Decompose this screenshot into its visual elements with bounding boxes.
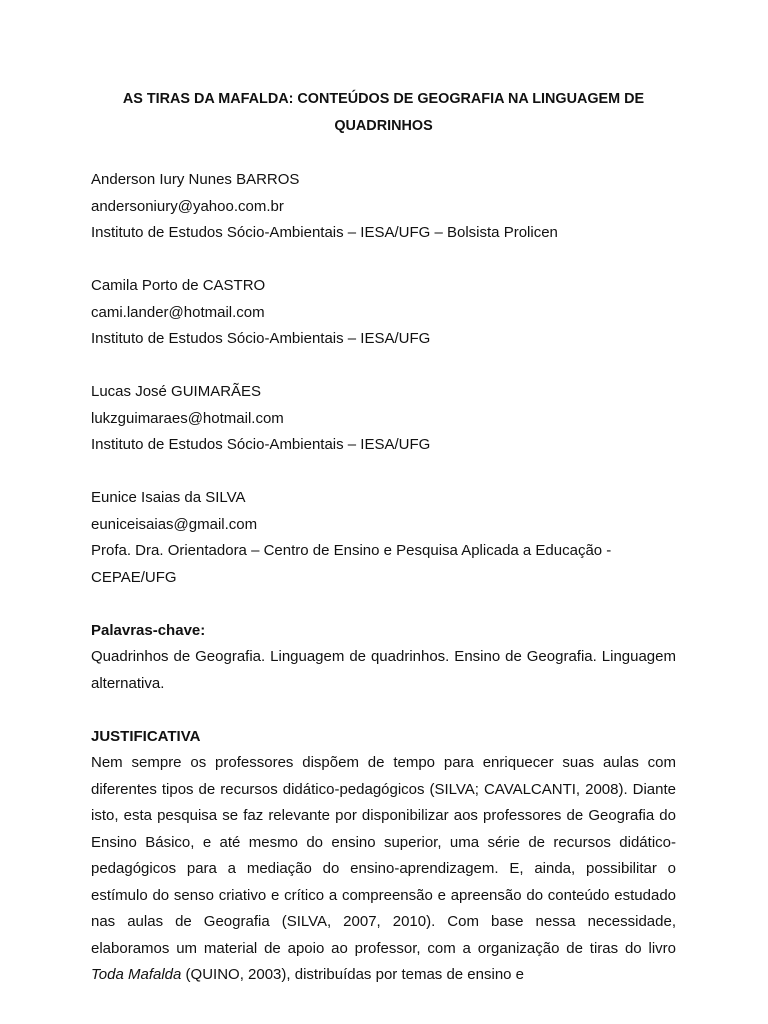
book-title-italic: Toda Mafalda — [91, 966, 182, 983]
author-name: Lucas José GUIMARÃES — [91, 383, 262, 400]
author-block — [91, 167, 676, 247]
author-email: cami.lander@hotmail.com — [91, 303, 265, 321]
author-email: euniceisaias@gmail.com — [91, 515, 258, 533]
author-block — [91, 485, 676, 591]
author-email: andersoniury@yahoo.com.br — [91, 197, 284, 215]
keywords-text: Quadrinhos de Geografia. Linguagem de quadrinhos. Ensino de Geografia. Linguagem alternativa. — [91, 648, 676, 692]
author-email: lukzguimaraes@hotmail.com — [91, 409, 284, 427]
author-name: Eunice Isaias da SILVA — [91, 489, 246, 506]
author-affiliation: Instituto de Estudos Sócio-Ambientais – IESA/UFG – Bolsista Prolicen — [91, 224, 558, 241]
author-affiliation: Instituto de Estudos Sócio-Ambientais – IESA/UFG — [91, 436, 431, 453]
justification-text-end: (QUINO, 2003), distribuídas por temas de ensino e — [181, 966, 525, 983]
document-page — [91, 86, 676, 989]
author-name: Anderson Iury Nunes BARROS — [91, 171, 300, 188]
justification-paragraph — [91, 750, 676, 989]
justification-heading: JUSTIFICATIVA — [91, 727, 201, 745]
author-block — [91, 273, 676, 353]
author-name: Camila Porto de CASTRO — [91, 277, 266, 294]
keywords-heading: Palavras-chave: — [91, 621, 206, 639]
justification-text-start: Nem sempre os professores dispõem de tempo para enriquecer suas aulas com diferentes tipos de recursos didático-pedagógicos (SILVA; CAVALCANTI, 2008). Diante isto, esta pesquisa se faz relevante por disponibilizar aos professores de Geografia do Ensino Básico, e até mesmo do ensino superior, uma série de recursos didático-pedagógicos para a mediação do ensino-aprendizagem. E, ainda, possibilitar o estímulo do senso criativo e crítico a compreensão e apreensão do conteúdo estudado nas aulas de Geografia (SILVA, 2007, 2010). Com base nessa necessidade, elaboramos um material de apoio ao professor, com a organização de tiras do livro — [91, 754, 676, 957]
document-title: AS TIRAS DA MAFALDA: CONTEÚDOS DE GEOGRAFIA NA LINGUAGEM DE QUADRINHOS — [122, 91, 645, 134]
author-affiliation: Profa. Dra. Orientadora – Centro de Ensino e Pesquisa Aplicada a Educação - CEPAE/UFG — [91, 542, 612, 586]
author-block — [91, 379, 676, 459]
author-affiliation: Instituto de Estudos Sócio-Ambientais – IESA/UFG — [91, 330, 431, 347]
